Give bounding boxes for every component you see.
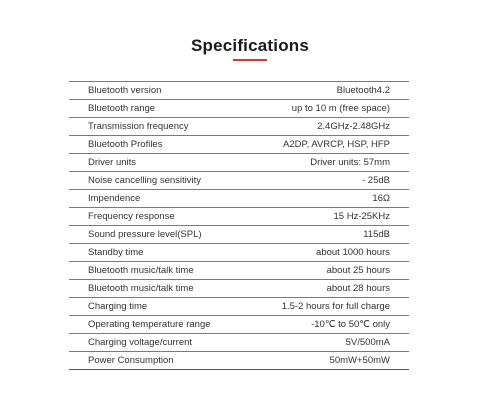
spec-label: Charging time xyxy=(88,301,148,312)
spec-label: Transmission frequency xyxy=(88,121,189,132)
spec-row xyxy=(69,352,409,370)
spec-value: 115dB xyxy=(363,229,390,240)
spec-row xyxy=(69,136,409,154)
spec-label: Bluetooth version xyxy=(88,85,162,96)
spec-value: Driver units: 57mm xyxy=(310,157,390,168)
spec-value: about 28 hours xyxy=(326,283,390,294)
spec-row xyxy=(69,244,409,262)
spec-value: 2.4GHz-2.48GHz xyxy=(317,121,390,132)
spec-row xyxy=(69,262,409,280)
spec-row xyxy=(69,334,409,352)
spec-label: Impendence xyxy=(88,193,141,204)
spec-row xyxy=(69,280,409,298)
spec-label: Driver units xyxy=(88,157,137,168)
spec-value: - 25dB xyxy=(362,175,390,186)
spec-row xyxy=(69,100,409,118)
spec-value: 1.5-2 hours for full charge xyxy=(281,301,390,312)
spec-label: Sound pressure level(SPL) xyxy=(88,229,202,240)
spec-value: 16Ω xyxy=(372,193,390,204)
spec-label: Noise cancelling sensitivity xyxy=(88,175,201,186)
spec-table xyxy=(69,81,409,370)
spec-value: Bluetooth4.2 xyxy=(336,85,390,96)
spec-row xyxy=(69,298,409,316)
spec-row xyxy=(69,316,409,334)
title-underline xyxy=(233,59,267,61)
spec-value: about 25 hours xyxy=(326,265,390,276)
spec-value: about 1000 hours xyxy=(316,247,390,258)
spec-label: Frequency response xyxy=(88,211,175,222)
spec-label: Bluetooth music/talk time xyxy=(88,283,194,294)
spec-value: up to 10 m (free space) xyxy=(291,103,390,114)
spec-row xyxy=(69,208,409,226)
spec-row xyxy=(69,118,409,136)
spec-row xyxy=(69,226,409,244)
spec-label: Bluetooth Profiles xyxy=(88,139,163,150)
spec-label: Standby time xyxy=(88,247,144,258)
spec-label: Power Consumption xyxy=(88,355,174,366)
spec-label: Bluetooth range xyxy=(88,103,156,114)
spec-value: A2DP, AVRCP, HSP, HFP xyxy=(282,139,390,150)
spec-value: 5V/500mA xyxy=(345,337,390,348)
spec-value: -10℃ to 50℃ only xyxy=(311,319,390,330)
spec-label: Bluetooth music/talk time xyxy=(88,265,194,276)
spec-label: Operating temperature range xyxy=(88,319,211,330)
spec-label: Charging voltage/current xyxy=(88,337,193,348)
page-title: Specifications xyxy=(190,36,310,55)
spec-row xyxy=(69,82,409,100)
spec-row xyxy=(69,190,409,208)
spec-row xyxy=(69,172,409,190)
spec-row xyxy=(69,154,409,172)
spec-value: 15 Hz-25KHz xyxy=(333,211,390,222)
spec-value: 50mW+50mW xyxy=(329,355,390,366)
